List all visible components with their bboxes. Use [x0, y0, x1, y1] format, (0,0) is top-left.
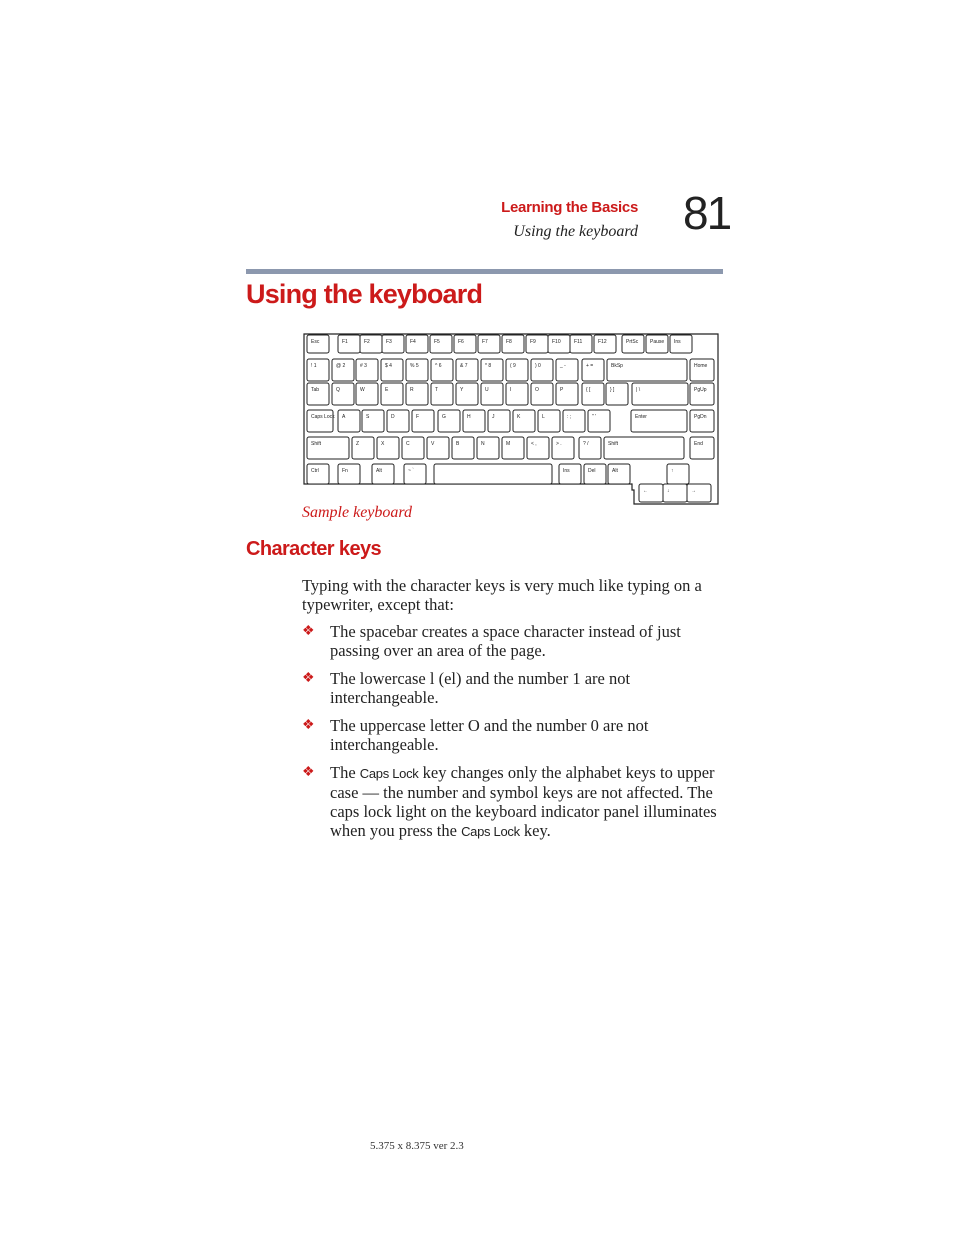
- keyboard-key: [513, 410, 535, 432]
- bullet-item: [302, 763, 722, 841]
- keyboard-key: [606, 383, 628, 405]
- keyboard-key-label: V: [431, 441, 435, 447]
- keyboard-key: [406, 383, 428, 405]
- keyboard-key: [526, 335, 548, 353]
- keyboard-key-label: @ 2: [336, 363, 346, 369]
- keyboard-key-cap: [667, 464, 689, 484]
- keyboard-key: [594, 335, 616, 353]
- keyboard-key: [456, 359, 478, 381]
- keyboard-key-label: N: [481, 441, 485, 447]
- keyboard-key: [381, 359, 403, 381]
- caps-lock-key-name: Caps Lock: [359, 766, 419, 781]
- keyboard-key-label: F3: [386, 339, 392, 345]
- keyboard-key-cap: [404, 464, 426, 484]
- keyboard-key: [452, 437, 474, 459]
- bullet-item: [302, 622, 722, 660]
- keyboard-key-label: F6: [458, 339, 464, 345]
- keyboard-key-label: & 7: [460, 363, 468, 369]
- keyboard-key: [478, 335, 500, 353]
- keyboard-key-label: Del: [588, 468, 596, 474]
- keyboard-key: [552, 437, 574, 459]
- keyboard-key-label: ←: [643, 488, 648, 494]
- keyboard-key: [631, 410, 687, 432]
- intro-paragraph: Typing with the character keys is very much like typing on a typewriter, except that:: [302, 576, 702, 614]
- bullet-text-part: The: [330, 763, 360, 782]
- keyboard-key-label: ↑: [671, 468, 674, 474]
- keyboard-key-label: Ins: [674, 339, 681, 345]
- keyboard-key: [338, 464, 360, 484]
- keyboard-key: [402, 437, 424, 459]
- keyboard-key: [360, 335, 382, 353]
- keyboard-key-label: F10: [552, 339, 561, 345]
- keyboard-key: [527, 437, 549, 459]
- keyboard-key-label: U: [485, 387, 489, 393]
- keyboard-key-label: P: [560, 387, 564, 393]
- keyboard-key-label: W: [360, 387, 365, 393]
- keyboard-key-cap: [584, 464, 606, 484]
- keyboard-key: [307, 383, 329, 405]
- keyboard-key: [579, 437, 601, 459]
- keyboard-key: [582, 359, 604, 381]
- keyboard-key-label: ↓: [667, 488, 670, 494]
- keyboard-key-label: + =: [586, 363, 594, 369]
- keyboard-key-label: ? /: [583, 441, 589, 447]
- keyboard-key-label: T: [435, 387, 439, 393]
- keyboard-key: [477, 437, 499, 459]
- keyboard-key-label: ) 0: [535, 363, 541, 369]
- bullet-item: [302, 716, 722, 754]
- keyboard-key-label: : ;: [567, 414, 572, 420]
- keyboard-key-label: | \: [636, 387, 641, 393]
- keyboard-key-label: Esc: [311, 339, 320, 345]
- keyboard-key: [663, 484, 687, 502]
- keyboard-key: [506, 383, 528, 405]
- keyboard-key: [356, 359, 378, 381]
- keyboard-key-label: Y: [460, 387, 464, 393]
- keyboard-key: [608, 464, 630, 484]
- bullet-text: The spacebar creates a space character instead of just passing over an area of the page.: [330, 622, 681, 660]
- keyboard-key: [456, 383, 478, 405]
- keyboard-key-label: Tab: [311, 387, 320, 393]
- keyboard-key: [622, 335, 644, 353]
- keyboard-key-label: K: [517, 414, 521, 420]
- keyboard-key: [670, 335, 692, 353]
- keyboard-key-label: F11: [574, 339, 583, 345]
- running-header-subsection: Using the keyboard: [513, 223, 638, 240]
- keyboard-key: [531, 383, 553, 405]
- keyboard-key: [531, 359, 553, 381]
- keyboard-key-label: F4: [410, 339, 416, 345]
- keyboard-key-label: Q: [336, 387, 340, 393]
- page-title: Using the keyboard: [246, 279, 483, 309]
- keyboard-key-label: Ctrl: [311, 468, 319, 474]
- keyboard-key-label: Enter: [635, 414, 647, 420]
- keyboard-key-cap: [434, 464, 552, 484]
- keyboard-key-label: Alt: [376, 468, 382, 474]
- keyboard-key-label: E: [385, 387, 389, 393]
- keyboard-key: [556, 383, 578, 405]
- keyboard-key: [434, 464, 552, 484]
- keyboard-key: [548, 335, 570, 353]
- keyboard-key-label: O: [535, 387, 539, 393]
- keyboard-key-label: { [: [586, 387, 591, 393]
- keyboard-key: [481, 383, 503, 405]
- keyboard-key-label: PrtSc: [626, 339, 639, 345]
- page-footer: 5.375 x 8.375 ver 2.3: [370, 1140, 464, 1152]
- keyboard-key-label: PgUp: [694, 387, 707, 393]
- keyboard-key-label: % 5: [410, 363, 419, 369]
- keyboard-key-label: F5: [434, 339, 440, 345]
- keyboard-key: [570, 335, 592, 353]
- keyboard-key-label: ! 1: [311, 363, 317, 369]
- keyboard-key-cap: [372, 464, 394, 484]
- keyboard-key-label: F7: [482, 339, 488, 345]
- keyboard-key-label: Fn: [342, 468, 348, 474]
- keyboard-key: [463, 410, 485, 432]
- keyboard-key-label: G: [442, 414, 446, 420]
- keyboard-key: [431, 383, 453, 405]
- keyboard-key-label: D: [391, 414, 395, 420]
- keyboard-key-label: C: [406, 441, 410, 447]
- keyboard-key: [332, 359, 354, 381]
- keyboard-key: [387, 410, 409, 432]
- keyboard-key: [488, 410, 510, 432]
- keyboard-key: [481, 359, 503, 381]
- bullet-text: The uppercase letter O and the number 0 are not interchangeable.: [330, 716, 649, 754]
- keyboard-key: [687, 484, 711, 502]
- keyboard-key: [690, 410, 714, 432]
- figure-caption: Sample keyboard: [302, 504, 413, 521]
- keyboard-key: [381, 383, 403, 405]
- keyboard-key-label: M: [506, 441, 511, 447]
- keyboard-key: [404, 464, 426, 484]
- keyboard-key-label: I: [510, 387, 512, 393]
- keyboard-key: [556, 359, 578, 381]
- keyboard-key: [502, 437, 524, 459]
- keyboard-key-label: " ': [592, 414, 597, 420]
- keyboard-key: [430, 335, 452, 353]
- keyboard-key: [372, 464, 394, 484]
- keyboard-key: [412, 410, 434, 432]
- keyboard-key-label: Pause: [650, 339, 665, 345]
- keyboard-key-label: ~ `: [408, 468, 414, 474]
- keyboard-key-label: > .: [556, 441, 562, 447]
- keyboard-key: [362, 410, 384, 432]
- keyboard-key-label: F2: [364, 339, 370, 345]
- keyboard-key: [584, 464, 606, 484]
- bullet-text-part: key changes only the alphabet keys to upper case — the number and symbol keys are not affected. The caps lock light on the keyboard indicator panel illuminates when you press the: [330, 763, 717, 840]
- keyboard-key-label: S: [366, 414, 370, 420]
- keyboard-key: [307, 437, 349, 459]
- keyboard-key: [506, 359, 528, 381]
- keyboard-key-label: A: [342, 414, 346, 420]
- keyboard-key-label: R: [410, 387, 414, 393]
- keyboard-key: [690, 437, 714, 459]
- keyboard-key-label: Shift: [608, 441, 619, 447]
- keyboard-key: [559, 464, 581, 484]
- keyboard-key: [438, 410, 460, 432]
- keyboard-key: [307, 410, 335, 432]
- keyboard-key: [427, 437, 449, 459]
- bullet-text: [330, 763, 722, 841]
- keyboard-key-label: F: [416, 414, 420, 420]
- keyboard-key-label: Caps Lock: [311, 414, 335, 420]
- keyboard-key: [307, 359, 329, 381]
- keyboard-key-label: →: [691, 488, 696, 494]
- keyboard-key-label: PgDn: [694, 414, 707, 420]
- keyboard-key: [338, 410, 360, 432]
- keyboard-key-label: Shift: [311, 441, 322, 447]
- keyboard-key: [332, 383, 354, 405]
- keyboard-key: [690, 359, 714, 381]
- keyboard-key: [538, 410, 560, 432]
- keyboard-key-label: F1: [342, 339, 348, 345]
- keyboard-key-cap: [632, 383, 688, 405]
- keyboard-key: [377, 437, 399, 459]
- keyboard-key-label: Z: [356, 441, 360, 447]
- keyboard-key: [502, 335, 524, 353]
- keyboard-key: [588, 410, 610, 432]
- keyboard-key: [646, 335, 668, 353]
- keyboard-key-label: H: [467, 414, 471, 420]
- keyboard-key: [431, 359, 453, 381]
- keyboard-key-label: L: [542, 414, 545, 420]
- keyboard-key-label: F8: [506, 339, 512, 345]
- keyboard-key-cap: [338, 464, 360, 484]
- keyboard-key-label: < ,: [531, 441, 537, 447]
- keyboard-key: [632, 383, 688, 405]
- keyboard-key: [406, 359, 428, 381]
- bullet-marker-icon: ❖: [302, 718, 315, 733]
- keyboard-key: [667, 464, 689, 484]
- keyboard-key: [582, 383, 604, 405]
- keyboard-key: [454, 335, 476, 353]
- keyboard-key: [563, 410, 585, 432]
- bullet-marker-icon: ❖: [302, 624, 315, 639]
- keyboard-key-label: } ]: [610, 387, 615, 393]
- keyboard-key-label: # 3: [360, 363, 367, 369]
- keyboard-key-label: F9: [530, 339, 536, 345]
- keyboard-key: [352, 437, 374, 459]
- running-header-section: Learning the Basics: [501, 199, 638, 216]
- bullet-text-part: key.: [519, 821, 551, 840]
- keyboard-key: [607, 359, 687, 381]
- keyboard-key-label: X: [381, 441, 385, 447]
- keyboard-key: [604, 437, 684, 459]
- bullet-marker-icon: ❖: [302, 671, 315, 686]
- keyboard-key-cap: [559, 464, 581, 484]
- keyboard-key: [307, 464, 329, 484]
- keyboard-key-label: End: [694, 441, 703, 447]
- bullet-item: [302, 669, 722, 707]
- keyboard-key: [382, 335, 404, 353]
- keyboard-key-label: ^ 6: [435, 363, 442, 369]
- keyboard-key-label: $ 4: [385, 363, 392, 369]
- keyboard-key-label: Ins: [563, 468, 570, 474]
- keyboard-key-label: ( 9: [510, 363, 516, 369]
- keyboard-key-cap: [608, 464, 630, 484]
- keyboard-key-label: B: [456, 441, 460, 447]
- title-rule: [246, 269, 723, 274]
- keyboard-key: [338, 335, 360, 353]
- keyboard-key: [639, 484, 663, 502]
- keyboard-key-label: BkSp: [611, 363, 623, 369]
- section-heading: Character keys: [246, 538, 382, 560]
- keyboard-key-label: Home: [694, 363, 708, 369]
- keyboard-key-label: * 8: [485, 363, 492, 369]
- keyboard-key-label: J: [492, 414, 495, 420]
- keyboard-key: [690, 383, 714, 405]
- keyboard-key-label: Alt: [612, 468, 618, 474]
- bullet-marker-icon: ❖: [302, 765, 315, 780]
- keyboard-key: [356, 383, 378, 405]
- keyboard-key-label: _ -: [560, 363, 566, 369]
- bullet-text: The lowercase l (el) and the number 1 are not interchangeable.: [330, 669, 631, 707]
- keyboard-key-label: F12: [598, 339, 607, 345]
- keyboard-key-cap: [307, 464, 329, 484]
- keyboard-key: [406, 335, 428, 353]
- page-number: 81: [683, 187, 731, 239]
- caps-lock-key-name: Caps Lock: [461, 824, 520, 839]
- sample-keyboard-figure: [302, 332, 720, 506]
- keyboard-key: [307, 335, 329, 353]
